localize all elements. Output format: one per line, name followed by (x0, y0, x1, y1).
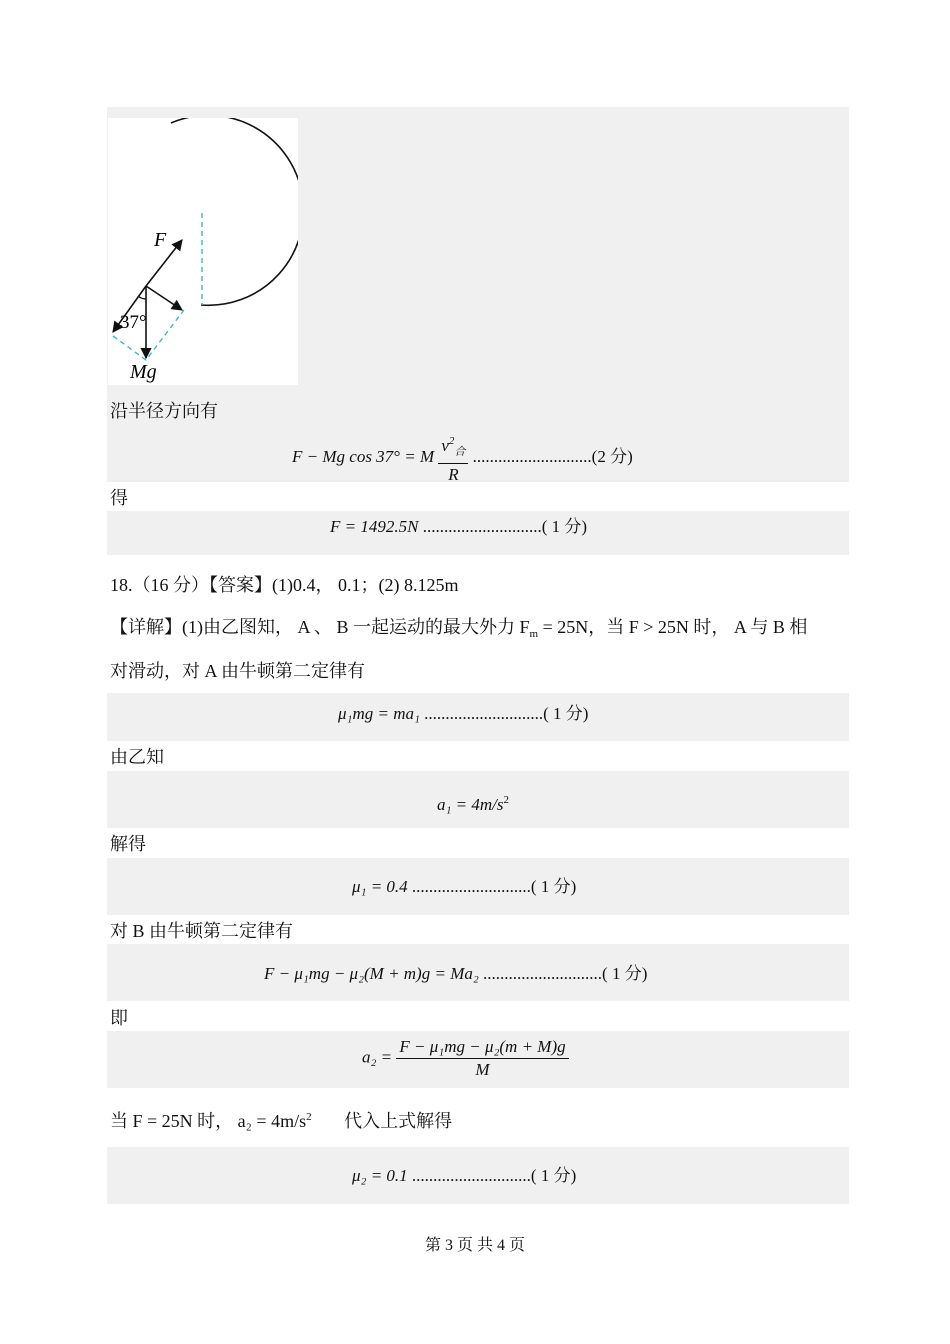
eq-result-dots: ............................ (422, 517, 542, 536)
eq4-dots: ............................ (483, 964, 603, 983)
angle-arc (138, 296, 146, 299)
when-line-text: 当 F = 25N 时， a₂ = 4m/s (110, 1111, 307, 1131)
eq1-dots: ............................ (424, 704, 544, 723)
q18-detail-line1-rest: = 25N，当 F > 25N 时， A 与 B 相 (538, 617, 808, 637)
eq5-fraction (396, 1036, 568, 1081)
eq5-denominator: M (475, 1060, 490, 1079)
q18-detail-line1-text: 【详解】(1)由乙图知， A 、 B 一起运动的最大外力 F (110, 617, 530, 637)
eq-radial-sub: 合 (454, 446, 466, 458)
eq4 (264, 962, 647, 986)
when-line-sup: 2 (306, 1111, 312, 1123)
result-intro: 得 (110, 488, 128, 508)
eq1-score: ( 1 分) (543, 704, 589, 723)
component-arrow-right (146, 286, 182, 310)
eq4-text: F − μ₁mg − μ₂(M + m)g = Ma₂ (264, 964, 479, 983)
namely: 即 (110, 1008, 128, 1028)
q18-detail-line2: 对滑动，对 A 由牛顿第二定律有 (110, 661, 366, 681)
eq-result-text: F = 1492.5N (330, 517, 419, 536)
eq-radial-sup: 2 (448, 435, 455, 447)
eq6-dots: ............................ (411, 1166, 531, 1185)
eq3 (352, 875, 576, 899)
eq1-text: μ₁mg = ma₁ (338, 704, 420, 723)
eq4-score: ( 1 分) (602, 964, 648, 983)
eq2-sup: 2 (503, 794, 509, 806)
eq6-text: μ₂ = 0.1 (352, 1166, 408, 1185)
page-footer: 第 3 页 共 4 页 (424, 1237, 525, 1254)
force-diagram (108, 118, 298, 385)
eq2-text: a₁ = 4m/s (437, 795, 504, 814)
eq-radial-lhs: F − Mg cos 37° = M (292, 446, 435, 466)
eq-radial-dots: ............................ (472, 446, 592, 466)
eq5-numerator: F − μ₁mg − μ₂(m + M)g (396, 1036, 568, 1059)
eq-radial-fraction (438, 430, 468, 486)
eq-radial-numerator (438, 430, 468, 464)
eq-result-score: ( 1 分) (541, 517, 588, 536)
q18-detail-line1 (110, 615, 807, 646)
q18-header: 18.（16 分）【答案】(1)0.4， 0.1；(2) 8.125m (110, 575, 459, 595)
eq3-score: ( 1 分) (530, 877, 577, 896)
radial-intro: 沿半径方向有 (110, 401, 218, 421)
from-b: 由乙知 (110, 747, 164, 767)
eq-result (330, 515, 587, 539)
eq1 (338, 702, 588, 726)
eq3-text: μ₁ = 0.4 (352, 877, 408, 896)
eq3-dots: ............................ (411, 877, 531, 896)
eq2 (437, 788, 509, 817)
force-diagram-svg (108, 118, 298, 385)
solve-intro: 解得 (110, 834, 146, 854)
eq-radial-denominator: R (448, 465, 459, 484)
label-force-f: F (154, 229, 167, 251)
label-angle: 37° (120, 312, 147, 333)
for-b: 对 B 由牛顿第二定律有 (110, 921, 294, 941)
eq-radial-score: (2 分) (591, 446, 633, 466)
eq5-lhs: a₂ = (362, 1047, 393, 1067)
eq6-score: ( 1 分) (530, 1166, 577, 1185)
eq5 (362, 1036, 569, 1081)
when-line (110, 1105, 452, 1133)
circular-track (171, 118, 298, 305)
label-weight-mg: Mg (130, 361, 157, 383)
when-line-tail: 代入上式解得 (344, 1111, 453, 1131)
eq-radial (292, 430, 633, 486)
eq-radial-v: v (441, 436, 449, 455)
q18-detail-sub-m: m (529, 628, 539, 640)
eq6 (352, 1164, 576, 1188)
